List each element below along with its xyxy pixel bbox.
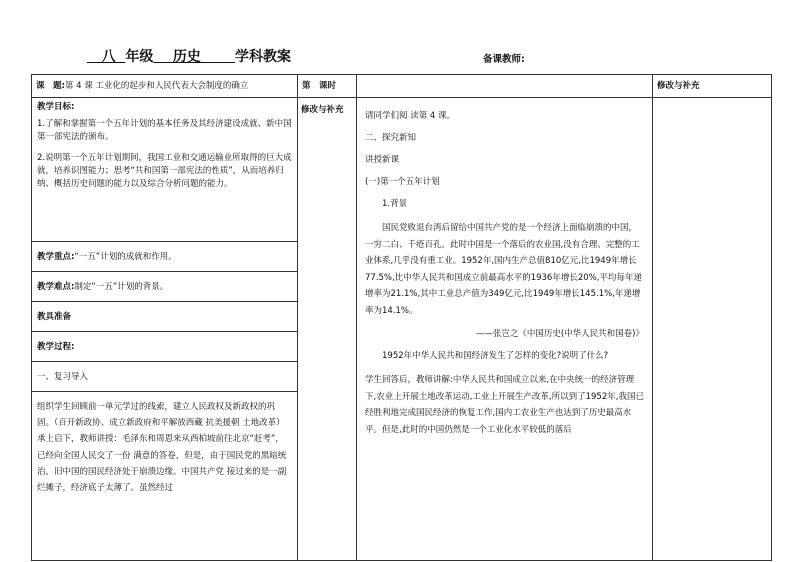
lesson-plan-table — [31, 74, 772, 561]
read-instruction: 请同学们阅 读第 4 课。 — [365, 111, 456, 121]
period-cell: 第 课时 — [298, 75, 357, 98]
subject-value: 历史 — [172, 49, 201, 65]
objectives-section — [32, 98, 297, 242]
process-section: 教学过程: — [32, 332, 297, 362]
objective-2: 2.说明第一个五年计划期间，我国工业和交通运输业所取得的巨大成就，培养识图能力；思考“共和国第一部宪法的性质”，从而培养归纳、概括历史问题的能力以及综合分析问题的能力。 — [37, 153, 292, 189]
background-paragraph: 国民党败退台湾后留给中国共产党的是一个经济上面临崩溃的中国，一穷二白、千疮百孔。此时中国是一个落后的农业国,没有合理、完整的工业体系,几乎没有重工业。1952年,国内生产总值810亿元,比1949年增长77.5%,比中华人民共和国成立前最高水平的1936年增长20%,平均每年递增率为21.1%,其中工业总产值为349亿元,比1949年增长145.1%,年递增率为14.1%。 — [365, 223, 642, 316]
content-body — [357, 98, 652, 556]
objective-1: 1.了解和掌握第一个五年计划的基本任务及其经济建设成就、新中国第一部宪法的颁布。 — [37, 119, 292, 142]
key-point-section — [32, 242, 297, 272]
question: 1952年中华人民共和国经济发生了怎样的变化?说明了什么? — [382, 351, 609, 361]
subject-field — [153, 49, 235, 65]
new-lesson-label: 讲授新课 — [365, 155, 400, 165]
subsection-heading: (一)第一个五年计划 — [365, 177, 440, 187]
revise-label-middle: 修改与补充 — [301, 105, 344, 115]
teacher-label: 备课教师: — [483, 54, 525, 65]
blank-cell — [357, 75, 653, 98]
topic-text: 第 4 课 工业化的起步和人民代表大会制度的确立 — [64, 81, 249, 91]
key-text: “一五”计划的成就和作用。 — [74, 252, 177, 262]
revise-column-middle — [298, 98, 357, 561]
left-column — [32, 98, 298, 561]
topic-cell — [32, 75, 298, 98]
document-header — [87, 46, 291, 66]
grade-field — [87, 49, 125, 65]
revise-column-right — [653, 98, 772, 561]
background-heading: 1.背景 — [382, 199, 408, 209]
grade-suffix: 年级 — [125, 49, 154, 65]
section-heading: 二、探究新知 — [365, 133, 417, 143]
title-row — [32, 75, 772, 98]
difficulty-label: 教学难点: — [37, 282, 75, 292]
tools-section: 教具准备 — [32, 302, 297, 332]
citation: ——张岂之《中国历史(中华人民共和国卷)》 — [475, 329, 644, 339]
revise-header-cell: 修改与补充 — [653, 75, 772, 98]
title-suffix: 学科教案 — [235, 49, 291, 65]
review-text: 组织学生回顾前一单元学过的线索，建立人民政权及新政权的巩固。（百开新政协、成立新政府和平解放西藏 抗美援朝 土地改革） 承上启下，教师讲授：毛泽东和周恩来从西柏坡前往北京“赶考”，已经向全国人民交了一份 满意的答卷，但是，由于国民党的黑暗统治，旧中国的国民经济处于崩溃边缘。中国共产党 接过来的是一副烂摊子，经济底子太薄了。虽然经过 — [37, 402, 287, 494]
content-column — [357, 98, 653, 561]
answer-paragraph: 学生回答后，教师讲解:中华人民共和国成立以来,在中央统一的经济管理下,农业上开展土地改革运动,工业上开展生产改革,所以到了1952年,我国已经胜利地完成国民经济的恢复工作,国内工农业生产也达到了历史最高水平。但是,此时的中国仍然是一个工业化水平较低的落后 — [365, 375, 644, 435]
objectives-title: 教学目标: — [37, 102, 75, 112]
key-label: 教学重点: — [37, 252, 75, 262]
topic-label: 课 题: — [36, 81, 65, 91]
difficulty-section — [32, 272, 297, 302]
content-row — [32, 98, 772, 561]
review-section: 一、复习导入 — [32, 362, 297, 392]
grade-value: 八 — [101, 49, 116, 65]
difficulty-text: 制定“一五”计划的背景。 — [74, 282, 169, 292]
